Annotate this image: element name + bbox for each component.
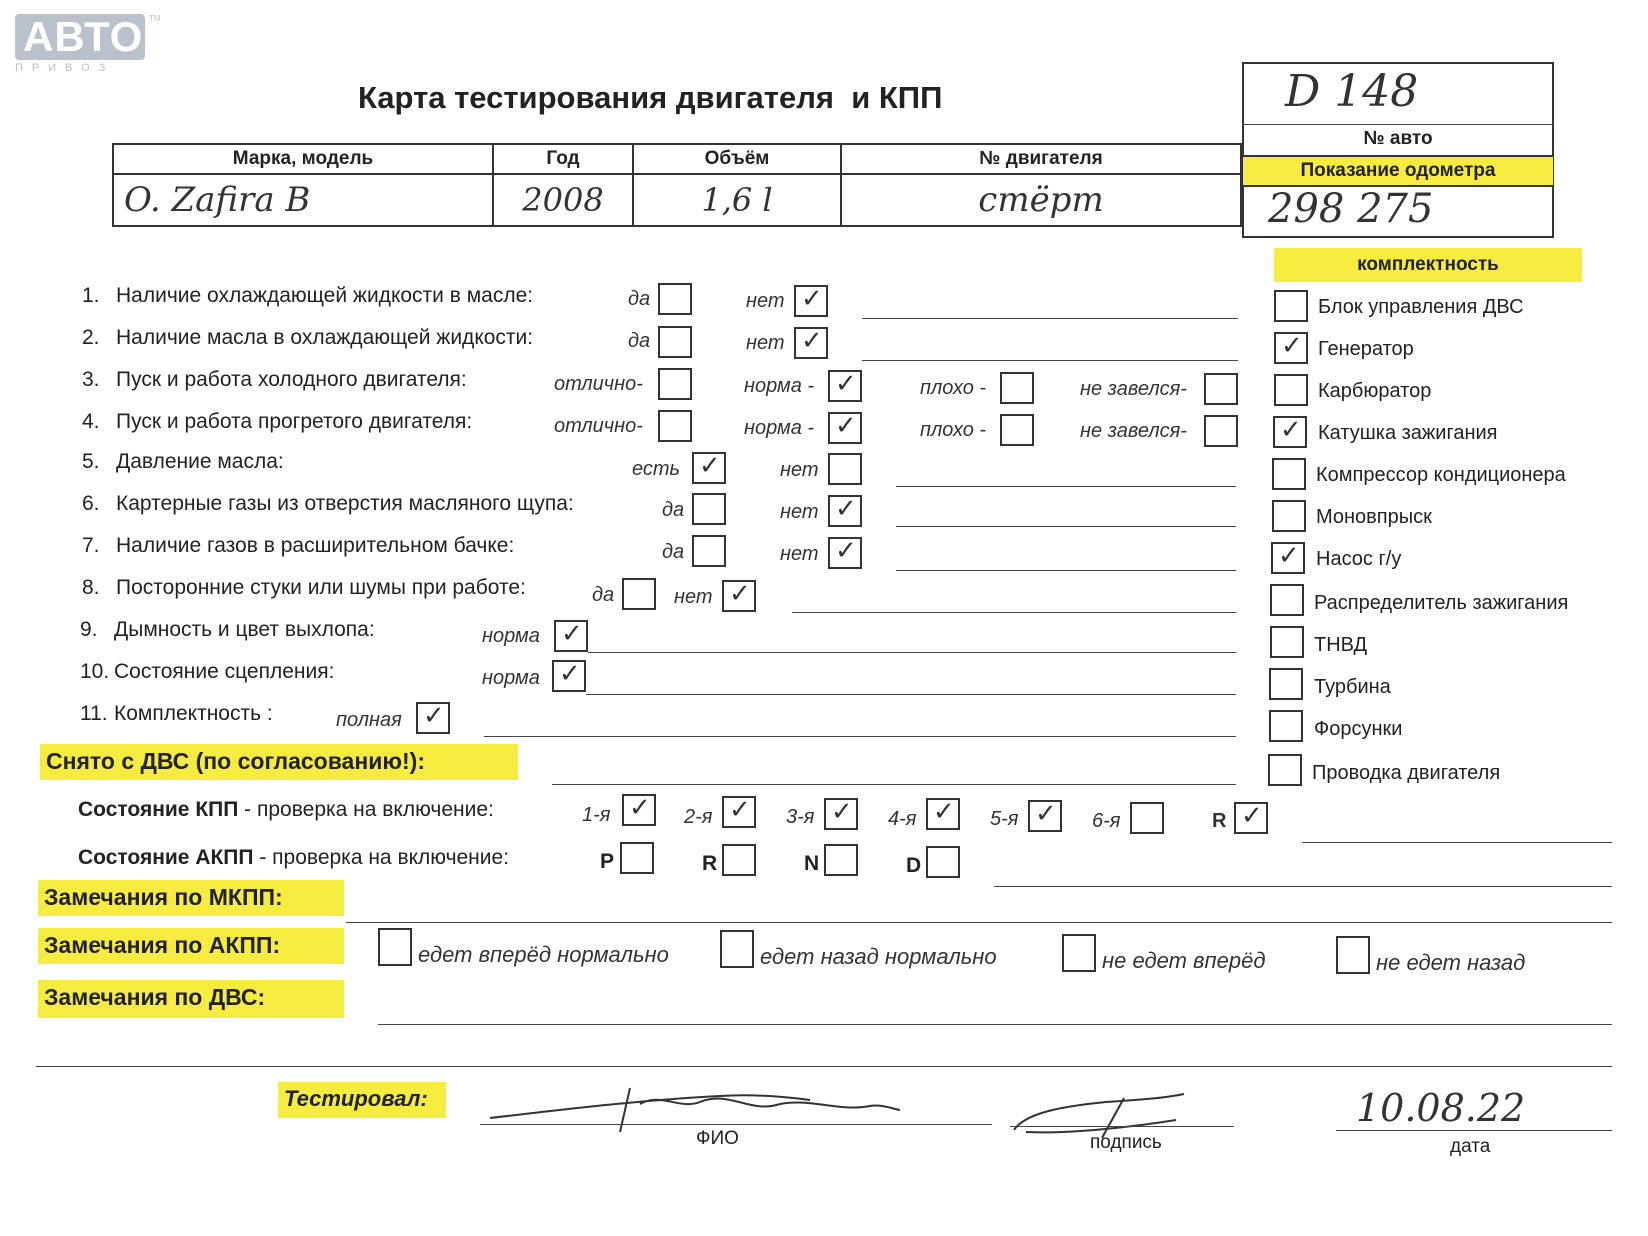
volume-header: Объём xyxy=(633,144,841,174)
compl-8-label: Распределитель зажигания xyxy=(1314,592,1569,614)
question-5 xyxy=(82,450,284,474)
q10-line xyxy=(586,694,1236,695)
fio-label: ФИО xyxy=(696,1128,739,1149)
completeness-title: комплектность xyxy=(1274,248,1582,282)
q9-opt1-label: норма xyxy=(482,625,540,647)
gear-2-label: 2-я xyxy=(684,806,713,828)
question-7-number: 7. xyxy=(82,534,100,557)
compl-6-label: Моновпрыск xyxy=(1316,506,1432,528)
q6-opt1-label: да xyxy=(662,499,685,521)
q6-opt2-checkbox[interactable] xyxy=(828,495,862,527)
compl-10-checkbox[interactable] xyxy=(1269,668,1303,700)
remarks-mkpp-label: Замечания по МКПП: xyxy=(38,880,344,916)
q9-line xyxy=(588,652,1236,653)
q10-opt1-label: норма xyxy=(482,667,540,689)
q8-opt2-label: нет xyxy=(674,586,713,608)
q4-opt2-label: норма - xyxy=(744,417,815,439)
kpp-label-bold: Состояние КПП xyxy=(78,798,239,821)
year-header: Год xyxy=(493,144,633,174)
kpp-line xyxy=(1302,842,1612,843)
odometer-label: Показание одометра xyxy=(1243,155,1553,187)
q4-opt3-checkbox[interactable] xyxy=(1000,414,1034,446)
q8-line xyxy=(792,612,1236,613)
date-value: 10.08.22 xyxy=(1356,1086,1526,1130)
question-2 xyxy=(82,326,533,350)
q1-opt1-checkbox[interactable] xyxy=(658,283,692,315)
compl-9-checkbox[interactable] xyxy=(1270,626,1304,658)
mode-p-checkbox[interactable] xyxy=(620,842,654,874)
q11-opt1-label: полная xyxy=(336,709,402,731)
q2-opt1-checkbox[interactable] xyxy=(658,326,692,358)
remarks-dvs-line-2 xyxy=(36,1066,1612,1067)
q8-opt1-checkbox[interactable] xyxy=(622,578,656,610)
gear-5-label: 5-я xyxy=(990,808,1019,830)
vehicle-table xyxy=(112,143,1242,227)
q3-opt3-checkbox[interactable] xyxy=(1000,372,1034,404)
removed-label: Снято с ДВС (по согласованию!): xyxy=(40,744,518,780)
question-7-text: Наличие газов в расширительном бачке: xyxy=(116,534,515,557)
odometer-value: 298 275 xyxy=(1268,186,1434,232)
q4-opt4-label: не завелся- xyxy=(1080,420,1187,442)
question-10 xyxy=(80,660,334,684)
q5-opt2-checkbox[interactable] xyxy=(828,453,862,485)
q3-opt4-checkbox[interactable] xyxy=(1204,373,1238,405)
question-3-text: Пуск и работа холодного двигателя: xyxy=(116,368,467,391)
q3-opt2-label: норма - xyxy=(744,375,815,397)
compl-7-checkbox[interactable] xyxy=(1271,542,1305,574)
question-10-text: Состояние сцепления: xyxy=(114,660,335,683)
q3-opt1-label: отлично- xyxy=(554,373,643,395)
q3-opt2-checkbox[interactable] xyxy=(828,370,862,402)
q8-opt1-label: да xyxy=(592,584,615,606)
question-7 xyxy=(82,534,514,558)
date-label: дата xyxy=(1450,1136,1491,1157)
volume-value: 1,6 l xyxy=(633,174,841,226)
q4-opt3-label: плохо - xyxy=(920,419,987,441)
question-9-text: Дымность и цвет выхлопа: xyxy=(114,618,375,641)
q5-line xyxy=(896,486,1236,487)
gear-6-checkbox[interactable] xyxy=(1130,802,1164,834)
mode-r-label: R xyxy=(702,852,718,875)
akpp-opt-3-label: не едет вперёд xyxy=(1102,948,1266,973)
logo-tm: TM xyxy=(149,14,161,23)
mode-d-checkbox[interactable] xyxy=(926,846,960,878)
question-2-number: 2. xyxy=(82,326,100,349)
gear-3-label: 3-я xyxy=(786,806,815,828)
question-4-text: Пуск и работа прогретого двигателя: xyxy=(116,410,473,433)
akpp-label-bold: Состояние АКПП xyxy=(78,846,254,869)
gear-5-checkbox[interactable] xyxy=(1028,800,1062,832)
gear-1-checkbox[interactable] xyxy=(622,794,656,826)
q6-line xyxy=(896,526,1236,527)
gear-r-checkbox[interactable] xyxy=(1234,802,1268,834)
q3-opt1-checkbox[interactable] xyxy=(658,368,692,400)
akpp-opt-4-label: не едет назад xyxy=(1376,950,1526,975)
car-number-value: D 148 xyxy=(1285,66,1419,117)
q4-opt1-label: отлично- xyxy=(554,415,643,437)
mode-r-checkbox[interactable] xyxy=(722,844,756,876)
signature-line xyxy=(1010,1126,1234,1127)
remarks-dvs-line-1 xyxy=(378,1024,1612,1025)
question-9-number: 9. xyxy=(80,618,98,641)
tested-by-label: Тестировал: xyxy=(278,1082,446,1118)
akpp-opt-1-label: едет вперёд нормально xyxy=(418,942,669,967)
compl-12-label: Проводка двигателя xyxy=(1312,762,1501,784)
logo-main: АВТО xyxy=(15,14,145,60)
q2-opt1-label: да xyxy=(628,330,651,352)
fio-line xyxy=(480,1124,992,1125)
compl-9-label: ТНВД xyxy=(1314,634,1368,656)
q5-opt1-label: есть xyxy=(632,458,681,480)
akpp-opt-3-checkbox[interactable] xyxy=(1062,934,1096,972)
compl-2-checkbox[interactable] xyxy=(1274,332,1308,364)
removed-line xyxy=(552,784,1236,785)
divider xyxy=(1242,124,1554,125)
compl-3-label: Карбюратор xyxy=(1318,380,1432,402)
q7-opt1-label: да xyxy=(662,541,685,563)
question-11-text: Комплектность : xyxy=(114,702,273,725)
q5-opt2-label: нет xyxy=(780,459,819,481)
question-1 xyxy=(82,284,533,308)
q1-opt2-label: нет xyxy=(746,290,785,312)
compl-10-label: Турбина xyxy=(1314,676,1391,698)
compl-5-label: Компрессор кондиционера xyxy=(1316,464,1566,486)
make-model-value: O. Zafira B xyxy=(113,174,493,226)
question-4 xyxy=(82,410,472,434)
kpp-label xyxy=(78,798,494,822)
signature-label: подпись xyxy=(1090,1132,1162,1153)
q4-opt4-checkbox[interactable] xyxy=(1204,415,1238,447)
logo xyxy=(15,13,161,80)
compl-11-checkbox[interactable] xyxy=(1269,710,1303,742)
q11-opt1-checkbox[interactable] xyxy=(416,702,450,734)
page-title: Карта тестирования двигателя и КПП xyxy=(358,80,943,115)
remarks-dvs-label: Замечания по ДВС: xyxy=(38,980,344,1018)
year-value: 2008 xyxy=(493,174,633,226)
compl-2-label: Генератор xyxy=(1318,338,1414,360)
compl-1-label: Блок управления ДВС xyxy=(1318,296,1524,318)
compl-7-label: Насос г/у xyxy=(1316,548,1402,570)
question-11-number: 11. xyxy=(80,702,108,725)
car-number-label: № авто xyxy=(1363,128,1433,149)
gear-4-label: 4-я xyxy=(888,808,917,830)
question-8-number: 8. xyxy=(82,576,100,599)
q1-line xyxy=(862,318,1238,319)
make-model-header: Марка, модель xyxy=(113,144,493,174)
remarks-mkpp-line xyxy=(346,922,1612,923)
q1-opt1-label: да xyxy=(628,288,651,310)
question-8-text: Посторонние стуки или шумы при работе: xyxy=(116,576,526,599)
remarks-akpp-label: Замечания по АКПП: xyxy=(38,928,344,964)
q2-line xyxy=(862,360,1238,361)
compl-3-checkbox[interactable] xyxy=(1274,374,1308,406)
date-line xyxy=(1336,1130,1612,1131)
gear-3-checkbox[interactable] xyxy=(824,798,858,830)
mode-n-checkbox[interactable] xyxy=(824,844,858,876)
q7-opt2-checkbox[interactable] xyxy=(828,537,862,569)
q9-opt1-checkbox[interactable] xyxy=(554,620,588,652)
logo-sub: ПРИВОЗ xyxy=(15,62,115,74)
q6-opt1-checkbox[interactable] xyxy=(692,493,726,525)
akpp-opt-2-checkbox[interactable] xyxy=(720,930,754,968)
gear-1-label: 1-я xyxy=(582,804,611,826)
akpp-label-rest: - проверка на включение: xyxy=(253,846,510,869)
q11-line xyxy=(484,736,1236,737)
compl-4-checkbox[interactable] xyxy=(1273,416,1307,448)
akpp-label xyxy=(78,846,509,870)
question-3 xyxy=(82,368,467,392)
compl-8-checkbox[interactable] xyxy=(1270,584,1304,616)
q2-opt2-label: нет xyxy=(746,332,785,354)
question-4-number: 4. xyxy=(82,410,100,433)
q1-opt2-checkbox[interactable] xyxy=(794,285,828,317)
question-8 xyxy=(82,576,526,600)
kpp-label-rest: - проверка на включение: xyxy=(238,798,494,821)
q6-opt2-label: нет xyxy=(780,501,819,523)
question-9 xyxy=(80,618,375,642)
akpp-line xyxy=(994,886,1612,887)
question-1-text: Наличие охлаждающей жидкости в масле: xyxy=(116,284,534,307)
akpp-opt-2-label: едет назад нормально xyxy=(760,944,997,969)
mode-d-label: D xyxy=(906,854,922,877)
compl-12-checkbox[interactable] xyxy=(1268,754,1302,786)
q10-opt1-checkbox[interactable] xyxy=(552,660,586,692)
question-11 xyxy=(80,702,273,726)
engine-number-header: № двигателя xyxy=(841,144,1241,174)
question-5-number: 5. xyxy=(82,450,100,473)
gear-r-label: R xyxy=(1212,810,1227,832)
q8-opt2-checkbox[interactable] xyxy=(722,580,756,612)
gear-2-checkbox[interactable] xyxy=(722,796,756,828)
q4-opt1-checkbox[interactable] xyxy=(658,410,692,442)
question-3-number: 3. xyxy=(82,368,100,391)
q2-opt2-checkbox[interactable] xyxy=(794,327,828,359)
question-6-number: 6. xyxy=(82,492,100,515)
akpp-opt-4-checkbox[interactable] xyxy=(1336,936,1370,974)
question-2-text: Наличие масла в охлаждающей жидкости: xyxy=(116,326,534,349)
q7-opt2-label: нет xyxy=(780,543,819,565)
compl-6-checkbox[interactable] xyxy=(1272,500,1306,532)
q3-opt3-label: плохо - xyxy=(920,377,987,399)
q4-opt2-checkbox[interactable] xyxy=(828,412,862,444)
akpp-opt-1-checkbox[interactable] xyxy=(378,928,412,966)
gear-4-checkbox[interactable] xyxy=(926,798,960,830)
compl-5-checkbox[interactable] xyxy=(1272,458,1306,490)
q3-opt4-label: не завелся- xyxy=(1080,378,1187,400)
q5-opt1-checkbox[interactable] xyxy=(692,452,726,484)
mode-n-label: N xyxy=(804,852,820,875)
mode-p-label: P xyxy=(600,850,615,873)
gear-6-label: 6-я xyxy=(1092,810,1121,832)
question-5-text: Давление масла: xyxy=(116,450,284,473)
compl-4-label: Катушка зажигания xyxy=(1318,422,1498,444)
question-6 xyxy=(82,492,574,516)
compl-1-checkbox[interactable] xyxy=(1274,290,1308,322)
question-10-number: 10. xyxy=(80,660,110,683)
question-6-text: Картерные газы из отверстия масляного щупа: xyxy=(116,492,574,515)
compl-11-label: Форсунки xyxy=(1314,718,1403,740)
q7-opt1-checkbox[interactable] xyxy=(692,535,726,567)
q7-line xyxy=(896,570,1236,571)
engine-number-value: стёрт xyxy=(841,174,1241,226)
question-1-number: 1. xyxy=(82,284,100,307)
